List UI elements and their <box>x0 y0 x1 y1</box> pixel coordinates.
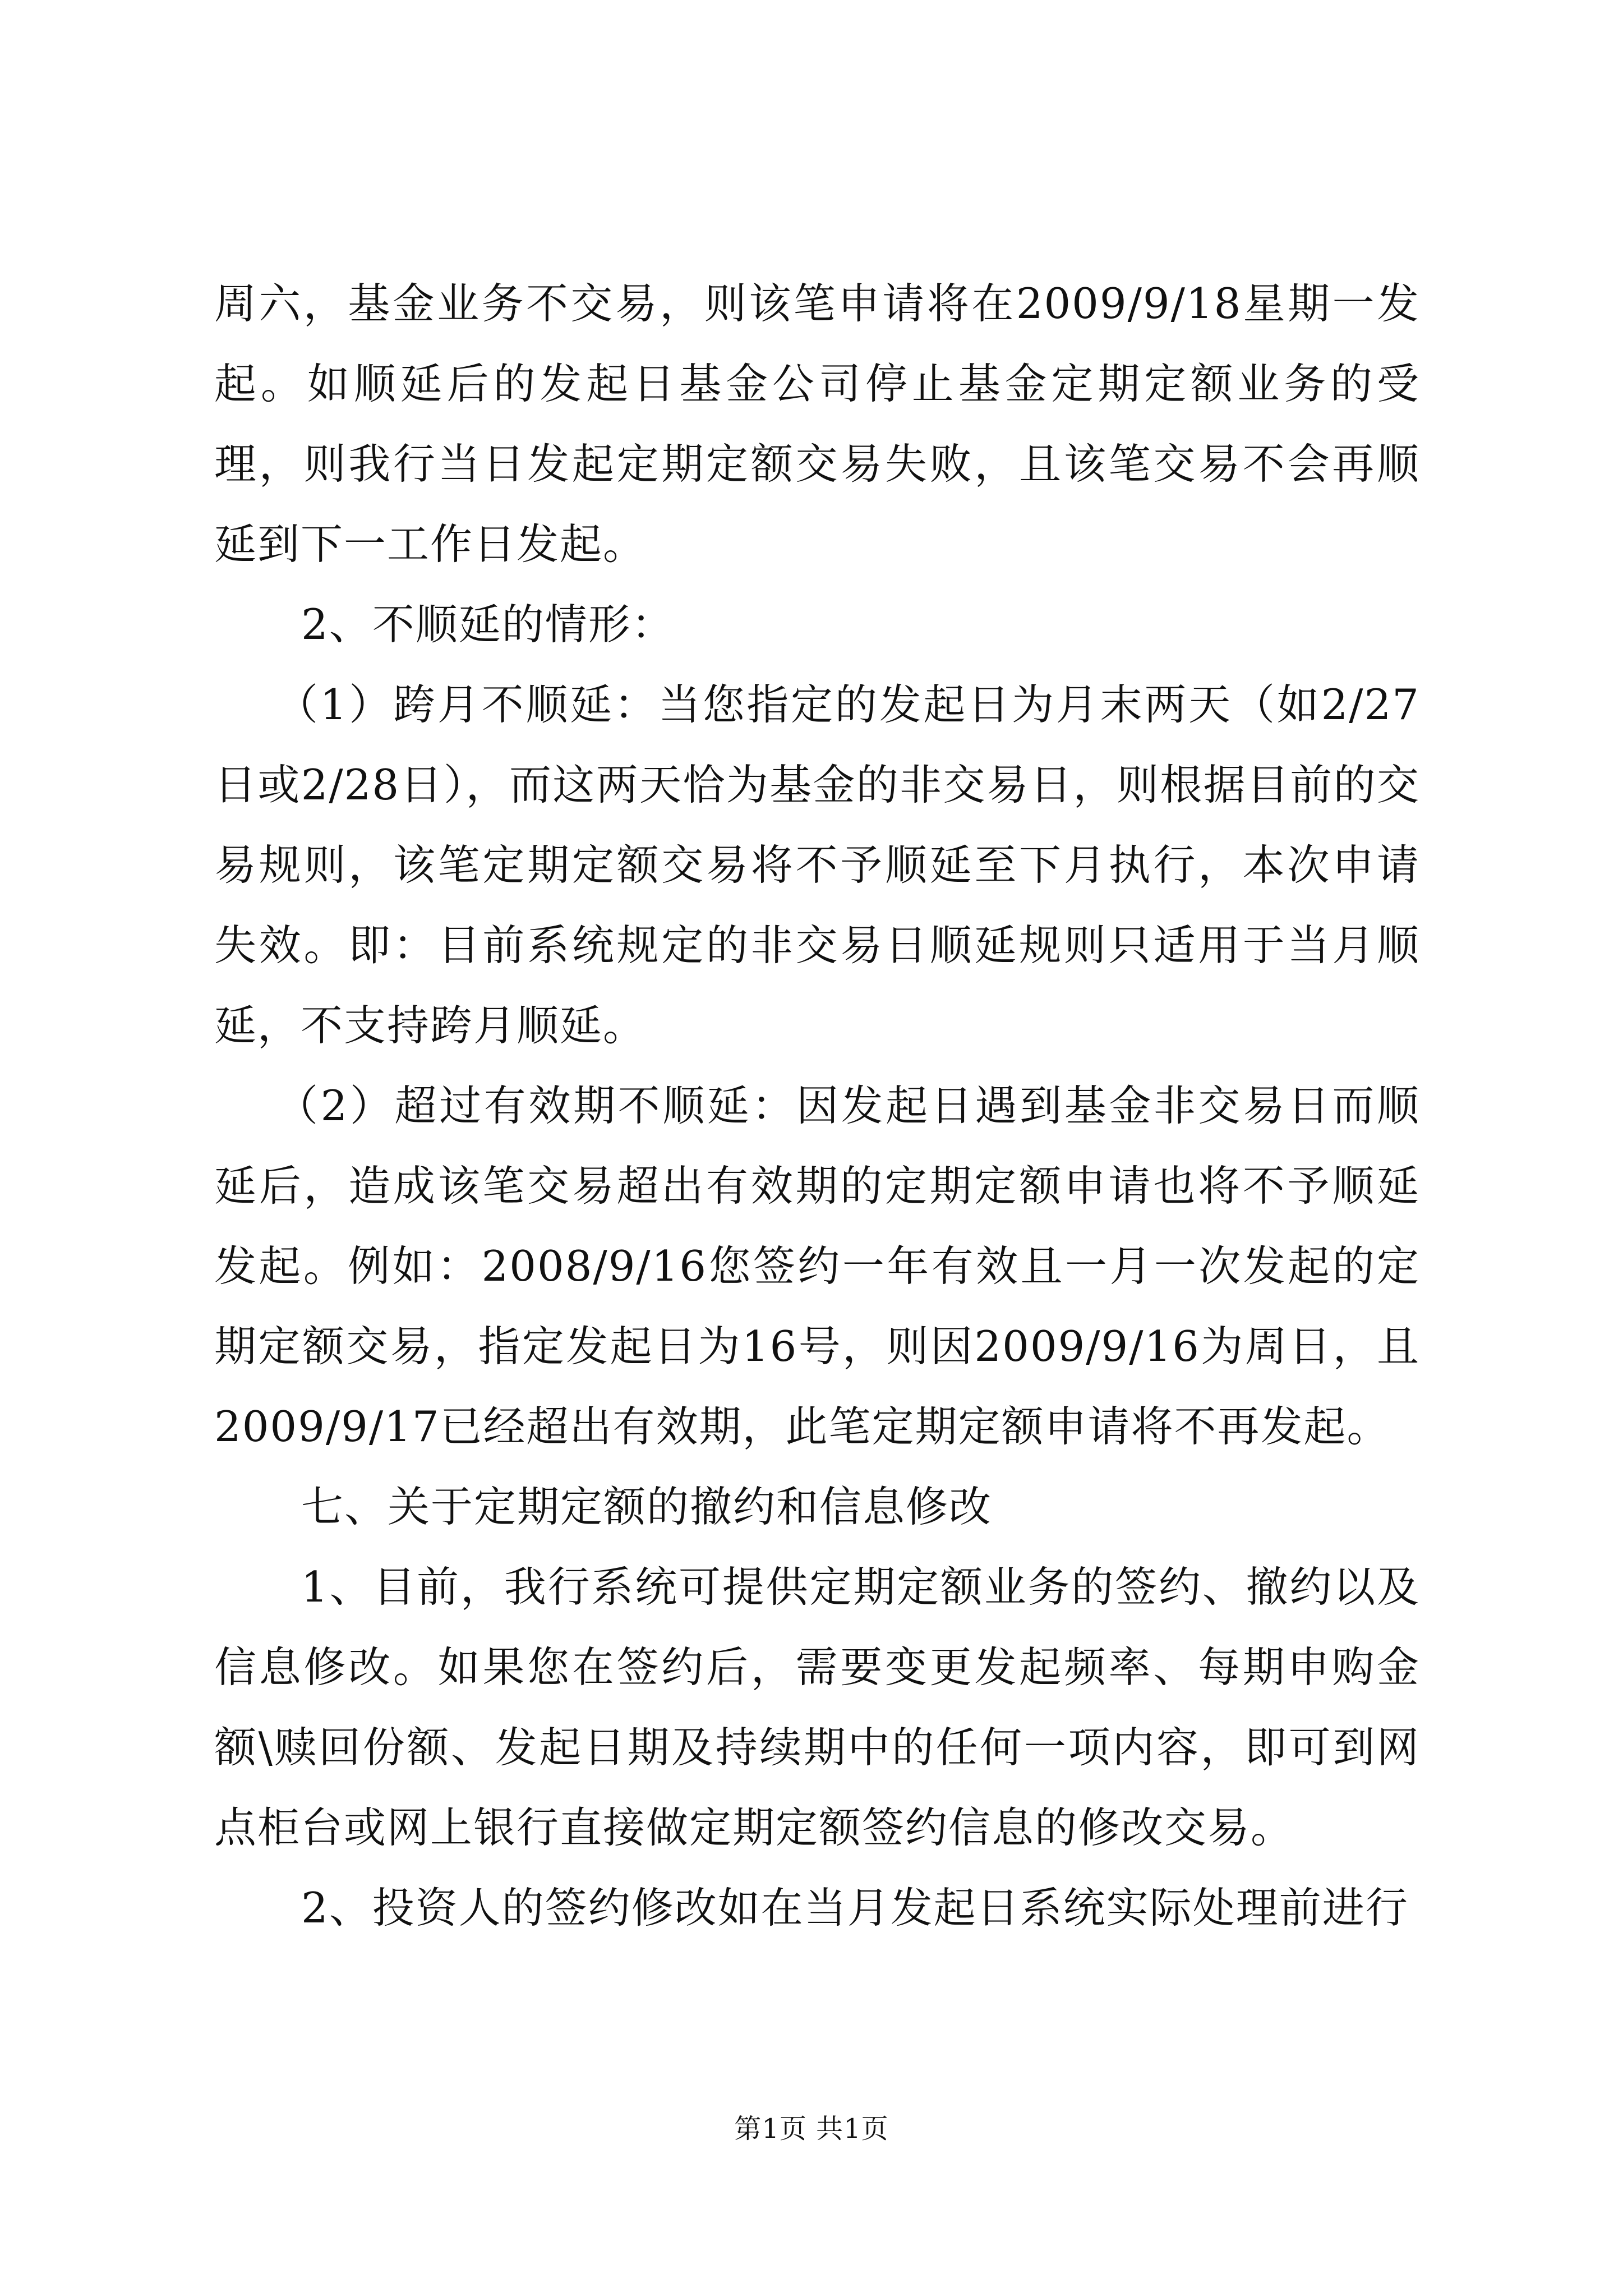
page-footer: 第1页 共1页 <box>734 2113 889 2145</box>
paragraph-investor-modify: 2、投资人的签约修改如在当月发起日系统实际处理前进行 <box>301 1883 1409 1932</box>
paragraph-expired: （2）超过有效期不顺延：因发起日遇到基金非交易日而顺延后，造成该笔交易超出有效期的定期定额申请也将不予顺延发起。例如：2008/9/16您签约一年有效且一月一次发起的定期定额交易，指定发起日为16号，则因2009/9/16为周日，且2009/9/17已经超出有效期，此笔定期定额申请将不再发起。 <box>214 1081 1420 1451</box>
paragraph-cross-month: （1）跨月不顺延：当您指定的发起日为月末两天（如2/27日或2/28日），而这两天恰为基金的非交易日，则根据目前的交易规则，该笔定期定额交易将不予顺延至下月执行，本次申请失效。即：目前系统规定的非交易日顺延规则只适用于当月顺延，不支持跨月顺延。 <box>214 680 1420 1050</box>
section-heading-cancel-modify: 七、关于定期定额的撤约和信息修改 <box>301 1482 993 1531</box>
paragraph-current-system: 1、目前，我行系统可提供定期定额业务的签约、撤约以及信息修改。如果您在签约后，需要变更发起频率、每期申购金额\赎回份额、发起日期及持续期中的任何一项内容，即可到网点柜台或网上银行直接做定期定额签约信息的修改交易。 <box>214 1562 1420 1852</box>
paragraph-no-postpone-heading: 2、不顺延的情形： <box>301 600 675 649</box>
paragraph-continuation: 周六，基金业务不交易，则该笔申请将在2009/9/18星期一发起。如顺延后的发起日基金公司停止基金定期定额业务的受理，则我行当日发起定期定额交易失败，且该笔交易不会再顺延到下一工作日发起。 <box>214 279 1420 569</box>
document-body <box>214 264 1420 1948</box>
